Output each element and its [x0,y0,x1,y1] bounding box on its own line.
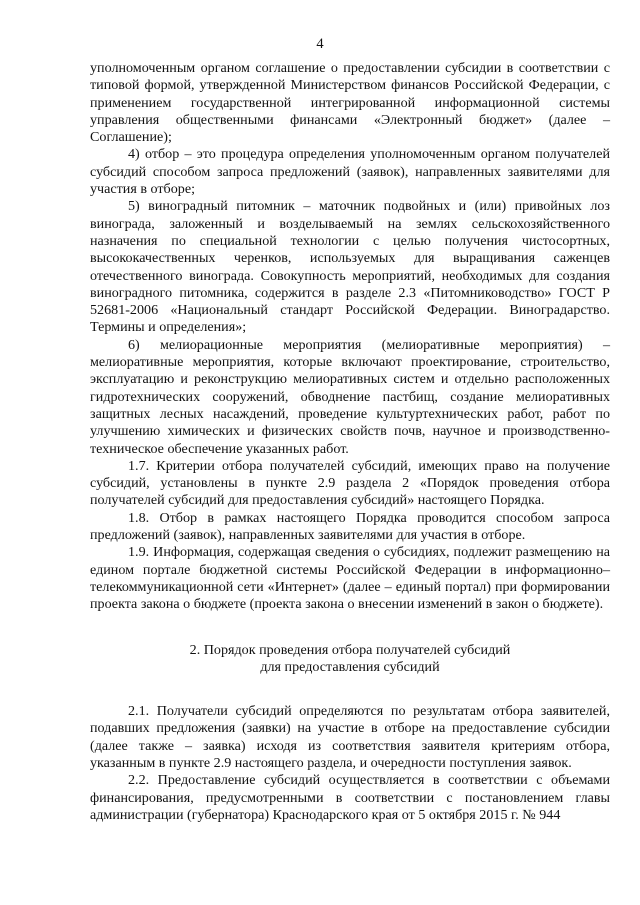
paragraph-p-item-6: 6) мелиорационные мероприятия (мелиоративные мероприятия) – мелиоративные мероприятия, которые включают проектирование, строительство, эксплуатацию и реконструкцию мелиоративных систем и отдельно расположенных гидротехнических сооружений, обводнение пастбищ, создание мелиоративных защитных лесных насаждений, проведение культуртехнических работ, работ по улучшению химических и физических свойств почв, научное и производственно-техническое обеспечение указанных работ. [90,336,610,457]
paragraph-p-continuation: уполномоченным органом соглашение о предоставлении субсидии в соответствии с типовой формой, утвержденной Министерством финансов Российской Федерации, с применением государственной интегрированной информационной системы управления общественными финансами «Электронный бюджет» (далее – Соглашение); [90,60,610,146]
document-body [90,60,610,824]
section-heading [90,642,610,677]
paragraph-p-item-5: 5) виноградный питомник – маточник подвойных и (или) привойных лоз винограда, заложенный и возделываемый на землях сельскохозяйственного назначения по специальной технологии с целью получения чистосортных, высококачественных черенков, используемых для выращивания саженцев отечественного винограда. Совокупность мероприятий, необходимых для создания виноградного питомника, содержится в разделе 2.3 «Питомниководство» ГОСТ Р 52681-2006 «Национальный стандарт Российской Федерации. Виноградарство. Термины и определения»; [90,198,610,336]
page-number: 4 [316,36,324,52]
paragraph-p-1-7: 1.7. Критерии отбора получателей субсидий, имеющих право на получение субсидий, установлены в пункте 2.9 раздела 2 «Порядок проведения отбора получателей субсидий для предоставления субсидий» настоящего Порядка. [90,457,610,509]
paragraphs-after [90,703,610,824]
paragraph-p-2-1: 2.1. Получатели субсидий определяются по результатам отбора заявителей, подавших предложения (заявки) на участие в отборе на предоставление субсидии (далее также – заявка) исходя из соответствия заявителя критериям отбора, указанным в пункте 2.9 настоящего раздела, и очередности поступления заявок. [90,703,610,771]
section-heading-line-2: для предоставления субсидий [260,658,440,675]
section-heading-line-1: 2. Порядок проведения отбора получателей субсидий [189,641,511,658]
paragraph-p-1-8: 1.8. Отбор в рамках настоящего Порядка проводится способом запроса предложений (заявок), направленных заявителями для участия в отборе. [90,509,610,544]
paragraph-p-1-9: 1.9. Информация, содержащая сведения о субсидиях, подлежит размещению на едином портале бюджетной системы Российской Федерации в информационно–телекоммуникационной сети «Интернет» (далее – единый портал) при формировании проекта закона о бюджете (проекта закона о внесении изменений в закон о бюджете). [90,544,610,613]
paragraph-p-item-4: 4) отбор – это процедура определения уполномоченным органом получателей субсидий способом запроса предложений (заявок), направленных заявителями для участия в отборе; [90,146,610,198]
paragraphs-before [90,60,610,614]
paragraph-p-2-2: 2.2. Предоставление субсидий осуществляется в соответствии с объемами финансирования, предусмотренными в соответствии с постановлением главы администрации (губернатора) Краснодарского края от 5 октября 2015 г. № 944 [90,772,610,823]
